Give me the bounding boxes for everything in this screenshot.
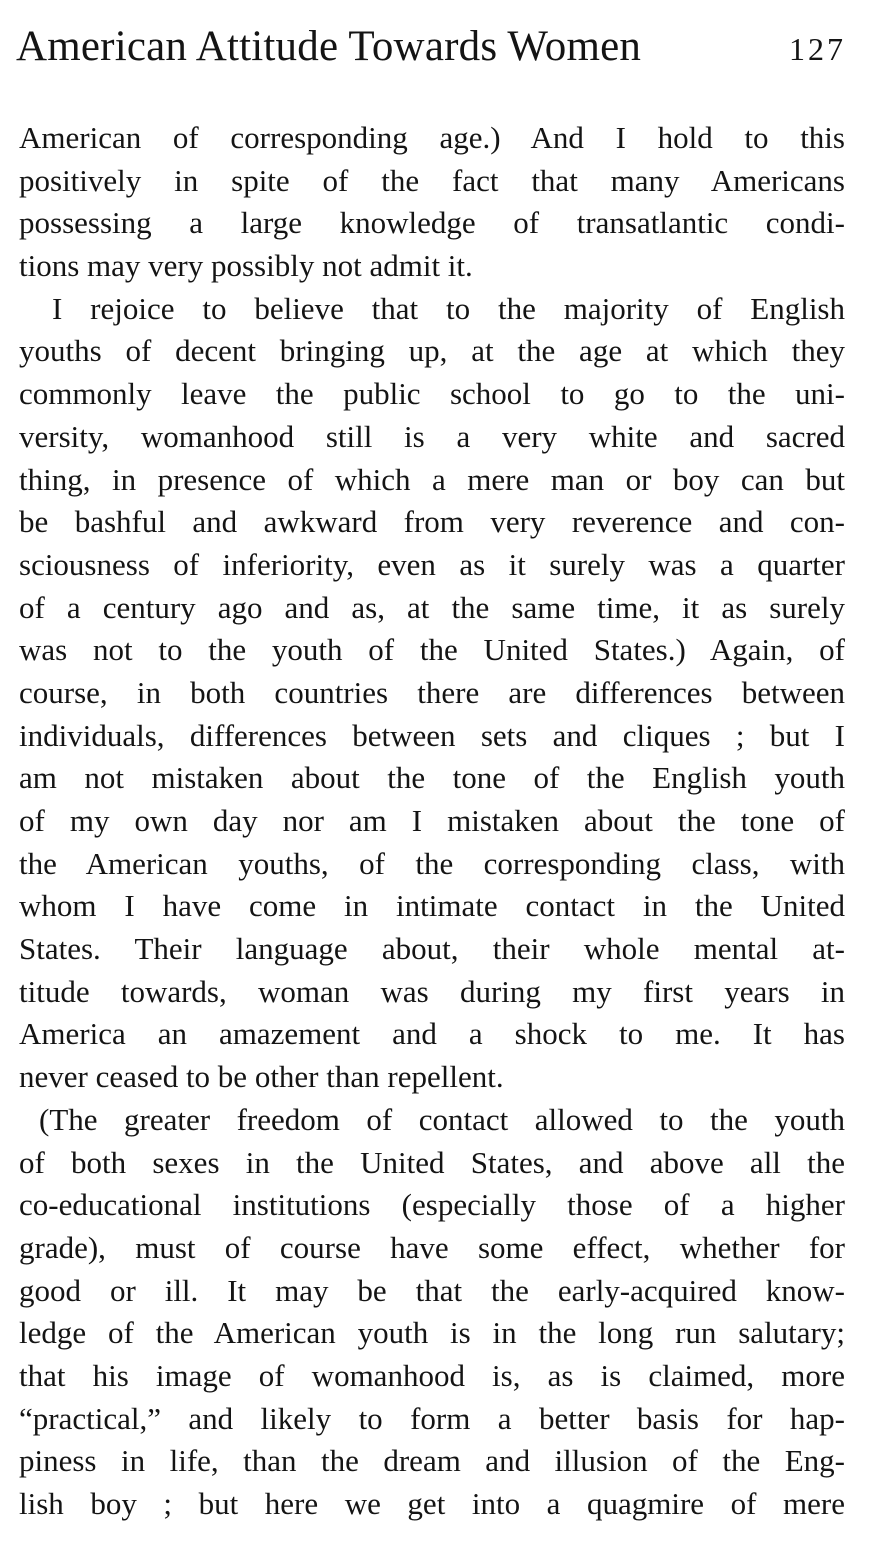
text-line: American of corresponding age.) And I hold to this: [19, 120, 845, 155]
body-text: [19, 117, 845, 1526]
text-line: commonly leave the public school to go to the uni-: [19, 376, 845, 412]
page-number: 127: [789, 31, 846, 67]
text-line: America an amazement and a shock to me. It has: [19, 1016, 845, 1052]
text-line: grade), must of course have some effect, whether for: [19, 1229, 845, 1265]
running-title: American Attitude Towards Women: [16, 23, 642, 70]
text-line: co-educational institutions (especially those of a higher: [19, 1187, 845, 1223]
text-line: of both sexes in the United States, and above all the: [19, 1144, 845, 1180]
text-line: positively in spite of the fact that many Americans: [19, 162, 845, 198]
text-line: tions may very possibly not admit it.: [19, 248, 473, 284]
text-line: of my own day nor am I mistaken about the tone of: [19, 803, 845, 838]
text-line: youths of decent bringing up, at the age at which they: [19, 333, 845, 369]
text-line: individuals, differences between sets and cliques ; but I: [19, 717, 845, 753]
text-line: that his image of womanhood is, as is claimed, more: [19, 1357, 845, 1393]
text-line: never ceased to be other than repellent.: [19, 1059, 504, 1095]
text-line: (The greater freedom of contact allowed to the youth: [39, 1101, 845, 1137]
text-line: titude towards, woman was during my first years in: [19, 973, 845, 1009]
text-line: be bashful and awkward from very reverence and con-: [19, 504, 845, 540]
text-line: possessing a large knowledge of transatlantic condi-: [19, 205, 845, 241]
text-line: thing, in presence of which a mere man or boy can but: [19, 461, 845, 497]
text-line: whom I have come in intimate contact in the United: [19, 888, 845, 924]
text-line: was not to the youth of the United States.) Again, of: [19, 632, 845, 668]
text-line: States. Their language about, their whole mental at-: [19, 931, 845, 967]
text-line: good or ill. It may be that the early-acquired know-: [19, 1272, 845, 1308]
page-header: [16, 22, 846, 82]
text-line: course, in both countries there are differences between: [19, 674, 845, 710]
text-line: of a century ago and as, at the same time, it as surely: [19, 589, 845, 625]
text-line: piness in life, than the dream and illusion of the Eng-: [19, 1443, 845, 1479]
text-line: versity, womanhood still is a very white and sacred: [19, 418, 845, 454]
text-line: “practical,” and likely to form a better basis for hap-: [19, 1400, 845, 1436]
text-line: ledge of the American youth is in the long run salutary;: [19, 1315, 845, 1351]
text-line: I rejoice to believe that to the majority of English: [52, 290, 845, 326]
text-line: lish boy ; but here we get into a quagmire of mere: [19, 1486, 845, 1521]
text-line: the American youths, of the corresponding class, with: [19, 845, 845, 881]
text-line: sciousness of inferiority, even as it surely was a quarter: [19, 546, 845, 582]
text-line: am not mistaken about the tone of the English youth: [19, 760, 845, 796]
